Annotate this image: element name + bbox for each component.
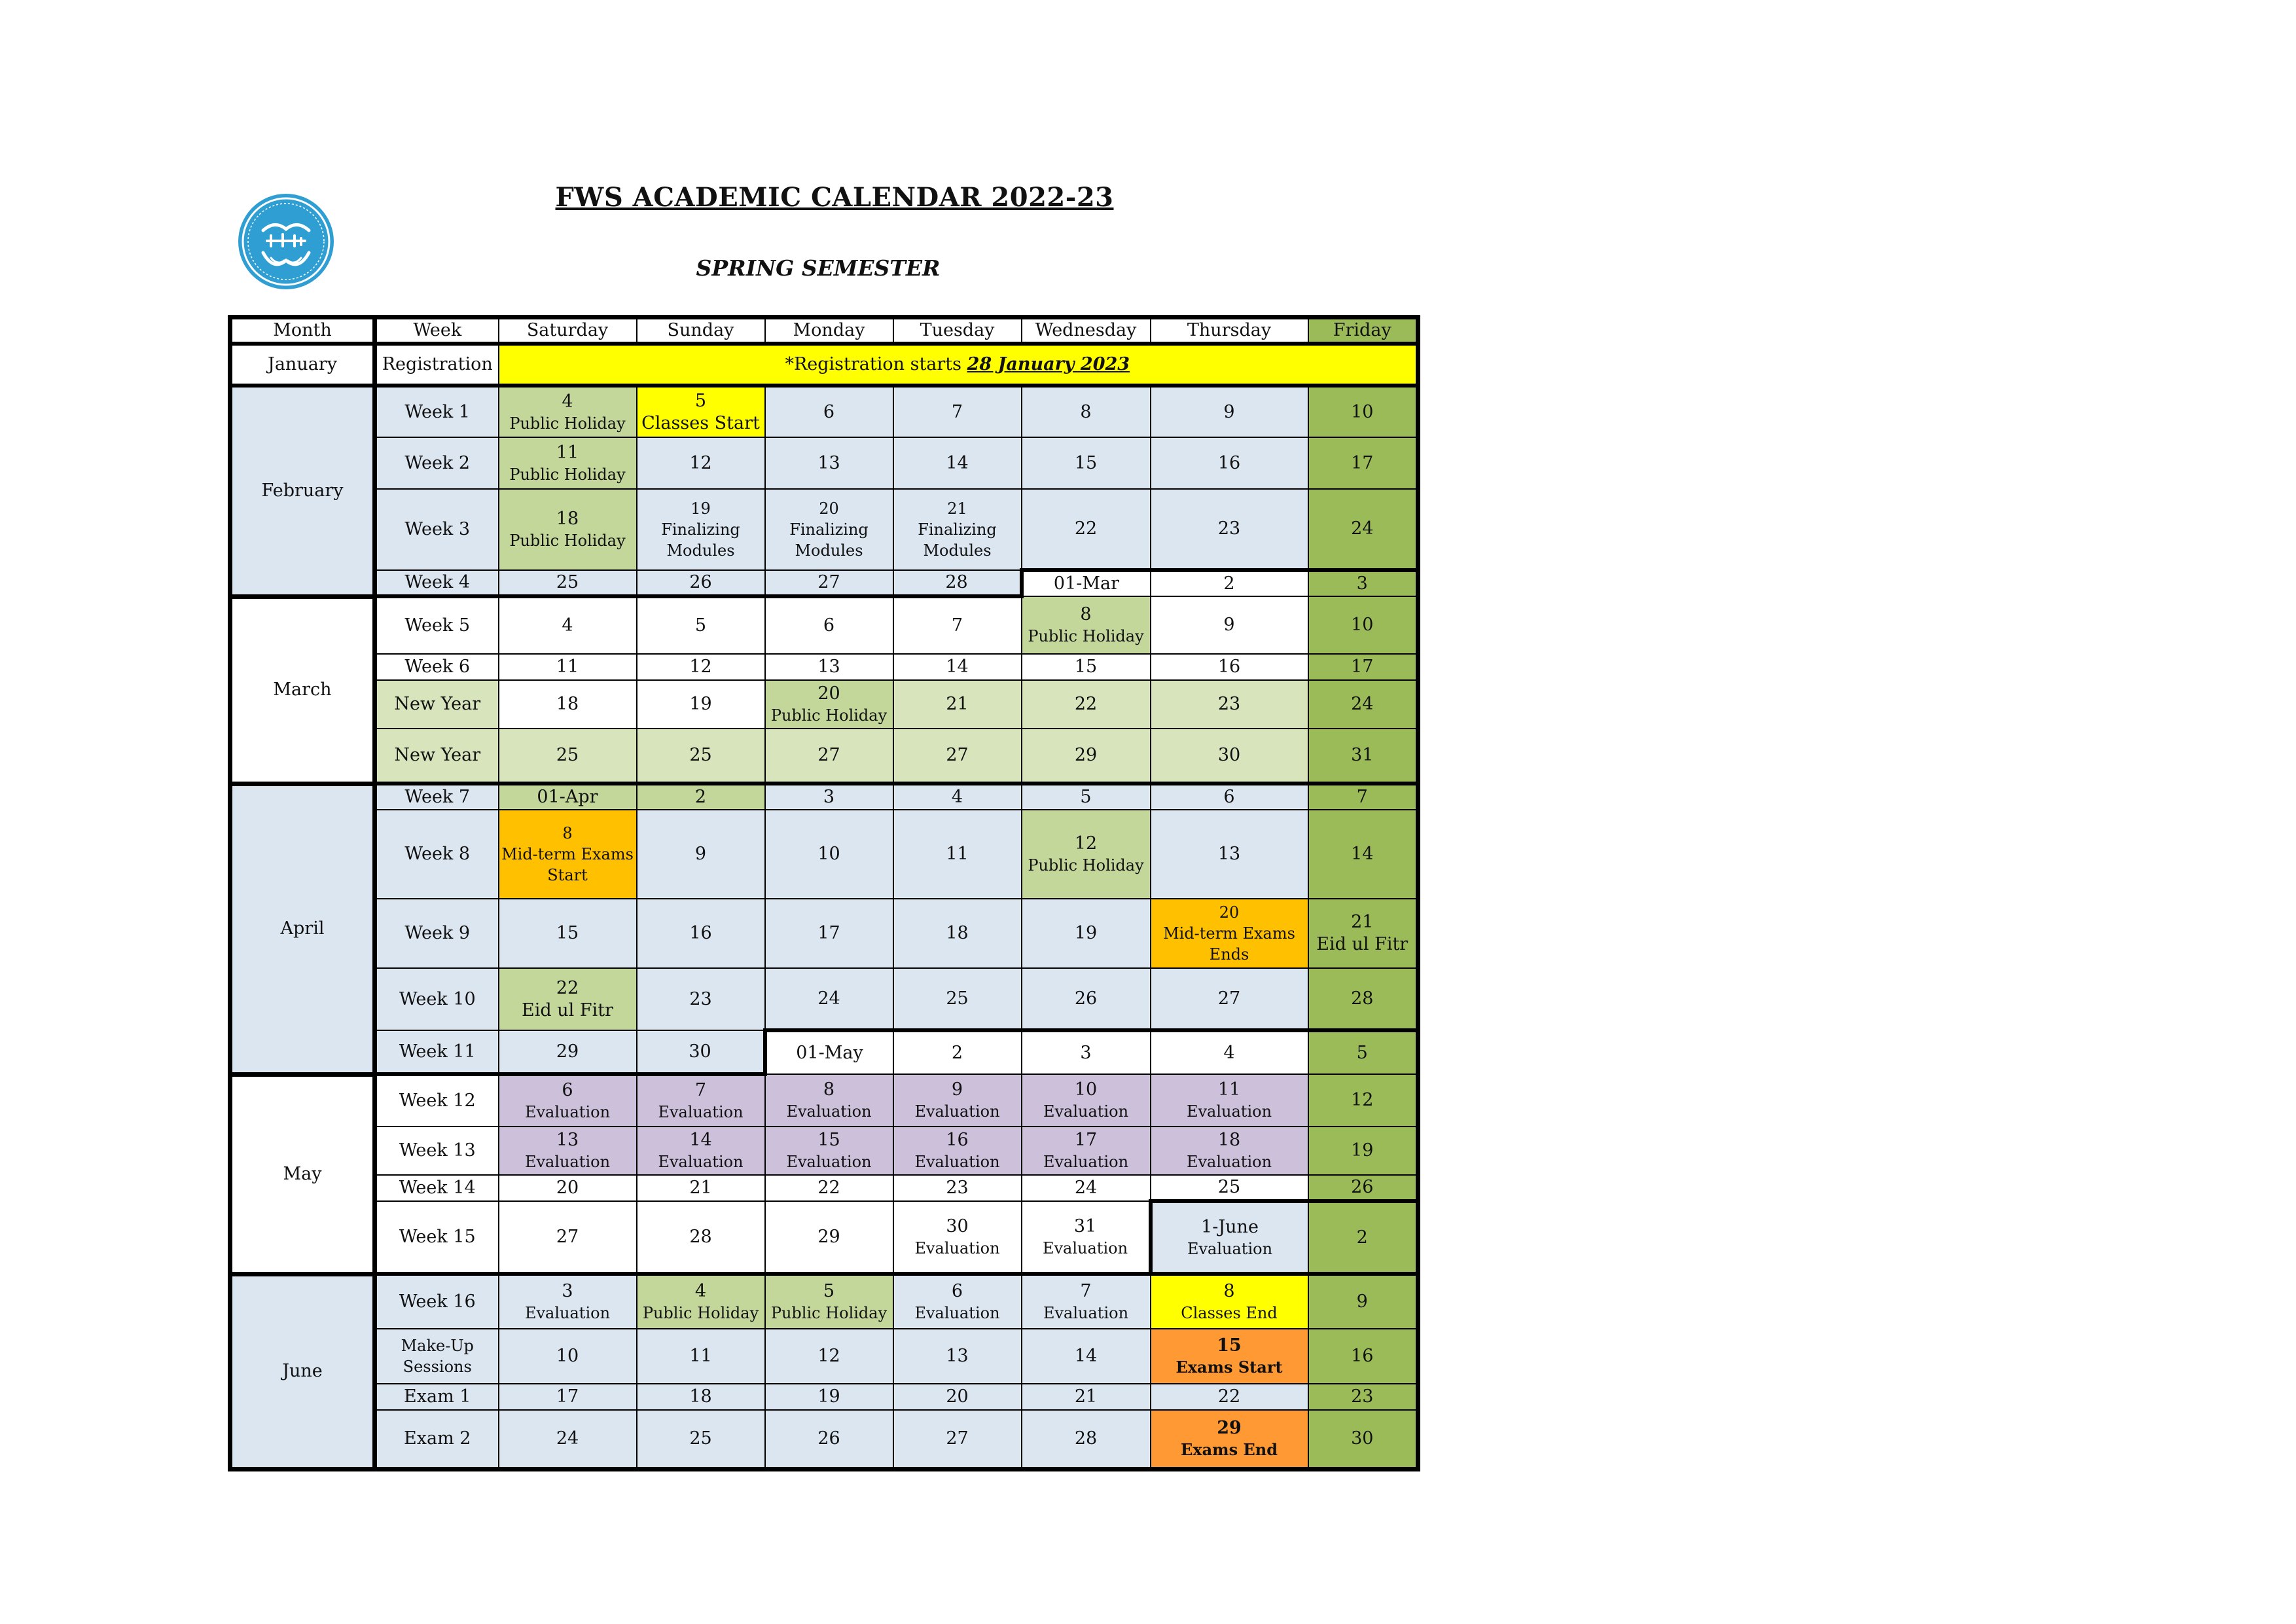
table-row xyxy=(230,1030,1418,1074)
day-cell: 27 xyxy=(893,1410,1022,1469)
table-row xyxy=(230,654,1418,680)
day-cell: 12 xyxy=(637,654,765,680)
registration-date: 28 January 2023 xyxy=(967,354,1130,374)
day-cell: 27 xyxy=(893,729,1022,784)
day-cell: 27 xyxy=(499,1201,637,1274)
day-cell: 7 xyxy=(893,386,1022,437)
day-cell: 20 xyxy=(893,1384,1022,1410)
header-saturday: Saturday xyxy=(499,317,637,344)
table-row xyxy=(230,899,1418,968)
day-cell: 2 xyxy=(1308,1201,1418,1274)
day-cell: 29 xyxy=(499,1030,637,1074)
week-label: Week 11 xyxy=(375,1030,499,1074)
day-cell: 01-Apr xyxy=(499,784,637,810)
day-cell: 29 xyxy=(1022,729,1151,784)
day-cell: 30 xyxy=(1308,1410,1418,1469)
table-row xyxy=(230,1074,1418,1127)
day-cell: 30 xyxy=(1151,729,1308,784)
day-cell: 10 xyxy=(765,810,893,899)
day-cell: 21 Eid ul Fitr xyxy=(1308,899,1418,968)
day-cell: 01-Mar xyxy=(1022,570,1151,596)
day-cell: 13 xyxy=(765,437,893,489)
day-cell: 25 xyxy=(637,1410,765,1469)
day-cell: 16 xyxy=(637,899,765,968)
day-cell: 10 Evaluation xyxy=(1022,1074,1151,1127)
day-cell: 23 xyxy=(1151,680,1308,729)
day-cell: 18 xyxy=(499,680,637,729)
day-cell: 14 xyxy=(893,654,1022,680)
day-cell: 20 Mid-term Exams Ends xyxy=(1151,899,1308,968)
day-cell: 4 xyxy=(1151,1030,1308,1074)
day-cell: 20 Public Holiday xyxy=(765,680,893,729)
day-cell: 12 xyxy=(637,437,765,489)
table-row xyxy=(230,1201,1418,1274)
day-cell: 24 xyxy=(499,1410,637,1469)
day-cell: 8 Public Holiday xyxy=(1022,596,1151,654)
day-cell: 18 xyxy=(893,899,1022,968)
day-cell: 7 xyxy=(1308,784,1418,810)
day-cell: 7 Evaluation xyxy=(1022,1274,1151,1329)
registration-text: *Registration starts xyxy=(785,354,967,374)
day-cell: 5 Classes Start xyxy=(637,386,765,437)
day-cell: 25 xyxy=(1151,1175,1308,1201)
table-row xyxy=(230,437,1418,489)
day-cell: 11 xyxy=(499,654,637,680)
day-cell: 17 xyxy=(1308,654,1418,680)
table-row xyxy=(230,386,1418,437)
day-cell: 15 xyxy=(499,899,637,968)
day-cell: 21 xyxy=(637,1175,765,1201)
day-cell: 31 Evaluation xyxy=(1022,1201,1151,1274)
month-january: January xyxy=(230,344,375,386)
week-label: New Year xyxy=(375,729,499,784)
table-row xyxy=(230,1384,1418,1410)
day-cell: 4 Public Holiday xyxy=(499,386,637,437)
week-label: New Year xyxy=(375,680,499,729)
week-label: Week 1 xyxy=(375,386,499,437)
day-cell: 17 xyxy=(499,1384,637,1410)
day-cell: 24 xyxy=(1308,489,1418,570)
day-cell: 23 xyxy=(1151,489,1308,570)
day-cell: 28 xyxy=(1308,968,1418,1030)
day-cell: 24 xyxy=(765,968,893,1030)
week-label: Make-Up Sessions xyxy=(375,1329,499,1384)
header-tuesday: Tuesday xyxy=(893,317,1022,344)
week-label: Week 5 xyxy=(375,596,499,654)
table-row xyxy=(230,729,1418,784)
day-cell: 5 xyxy=(1022,784,1151,810)
day-cell: 2 xyxy=(1151,570,1308,596)
day-cell: 1-June Evaluation xyxy=(1151,1201,1308,1274)
day-cell: 14 xyxy=(1308,810,1418,899)
day-cell: 10 xyxy=(1308,386,1418,437)
day-cell: 10 xyxy=(1308,596,1418,654)
table-row xyxy=(230,570,1418,596)
day-cell: 7 xyxy=(893,596,1022,654)
day-cell: 19 Finalizing Modules xyxy=(637,489,765,570)
day-cell: 19 xyxy=(1022,899,1151,968)
day-cell: 14 xyxy=(893,437,1022,489)
day-cell: 19 xyxy=(765,1384,893,1410)
day-cell: 16 xyxy=(1308,1329,1418,1384)
day-cell: 15 Exams Start xyxy=(1151,1329,1308,1384)
day-cell: 5 xyxy=(637,596,765,654)
month-february: February xyxy=(230,386,375,596)
table-row xyxy=(230,784,1418,810)
day-cell: 13 Evaluation xyxy=(499,1127,637,1175)
day-cell: 28 xyxy=(1022,1410,1151,1469)
week-label: Exam 2 xyxy=(375,1410,499,1469)
header-week: Week xyxy=(375,317,499,344)
day-cell: 11 Public Holiday xyxy=(499,437,637,489)
day-cell: 20 Finalizing Modules xyxy=(765,489,893,570)
day-cell: 22 xyxy=(1022,680,1151,729)
day-cell: 20 xyxy=(499,1175,637,1201)
day-cell: 13 xyxy=(765,654,893,680)
day-cell: 4 Public Holiday xyxy=(637,1274,765,1329)
table-row xyxy=(230,1329,1418,1384)
week-label: Week 9 xyxy=(375,899,499,968)
table-row xyxy=(230,596,1418,654)
day-cell: 9 Evaluation xyxy=(893,1074,1022,1127)
day-cell: 11 xyxy=(637,1329,765,1384)
day-cell: 19 xyxy=(1308,1127,1418,1175)
university-emblem-icon xyxy=(237,192,335,291)
week-label: Exam 1 xyxy=(375,1384,499,1410)
day-cell: 4 xyxy=(893,784,1022,810)
day-cell: 22 xyxy=(765,1175,893,1201)
academic-calendar-table xyxy=(228,315,1420,1471)
day-cell: 15 Evaluation xyxy=(765,1127,893,1175)
day-cell: 21 xyxy=(1022,1384,1151,1410)
registration-row xyxy=(230,344,1418,386)
day-cell: 17 Evaluation xyxy=(1022,1127,1151,1175)
day-cell: 13 xyxy=(1151,810,1308,899)
day-cell: 6 xyxy=(765,386,893,437)
day-cell: 6 xyxy=(765,596,893,654)
day-cell: 31 xyxy=(1308,729,1418,784)
table-row xyxy=(230,489,1418,570)
table-row xyxy=(230,1274,1418,1329)
day-cell: 2 xyxy=(893,1030,1022,1074)
day-cell: 12 xyxy=(1308,1074,1418,1127)
page-title: FWS ACADEMIC CALENDAR 2022-23 xyxy=(555,182,1114,213)
day-cell: 7 Evaluation xyxy=(637,1074,765,1127)
week-label: Week 7 xyxy=(375,784,499,810)
day-cell: 12 Public Holiday xyxy=(1022,810,1151,899)
header-month: Month xyxy=(230,317,375,344)
day-cell: 6 Evaluation xyxy=(893,1274,1022,1329)
day-cell: 8 xyxy=(1022,386,1151,437)
week-label: Week 14 xyxy=(375,1175,499,1201)
table-row xyxy=(230,810,1418,899)
day-cell: 24 xyxy=(1022,1175,1151,1201)
day-cell: 5 Public Holiday xyxy=(765,1274,893,1329)
day-cell: 22 Eid ul Fitr xyxy=(499,968,637,1030)
day-cell: 01-May xyxy=(765,1030,893,1074)
day-cell: 30 Evaluation xyxy=(893,1201,1022,1274)
day-cell: 11 Evaluation xyxy=(1151,1074,1308,1127)
day-cell: 21 xyxy=(893,680,1022,729)
day-cell: 19 xyxy=(637,680,765,729)
day-cell: 16 xyxy=(1151,654,1308,680)
day-cell: 9 xyxy=(1151,386,1308,437)
day-cell: 15 xyxy=(1022,437,1151,489)
day-cell: 2 xyxy=(637,784,765,810)
day-cell: 29 Exams End xyxy=(1151,1410,1308,1469)
day-cell: 16 Evaluation xyxy=(893,1127,1022,1175)
week-label: Week 13 xyxy=(375,1127,499,1175)
week-label: Week 4 xyxy=(375,570,499,596)
registration-week-label: Registration xyxy=(375,344,499,386)
day-cell: 26 xyxy=(765,1410,893,1469)
table-row xyxy=(230,968,1418,1030)
day-cell: 29 xyxy=(765,1201,893,1274)
table-row xyxy=(230,1410,1418,1469)
day-cell: 17 xyxy=(1308,437,1418,489)
day-cell: 18 Public Holiday xyxy=(499,489,637,570)
day-cell: 27 xyxy=(765,729,893,784)
week-label: Week 3 xyxy=(375,489,499,570)
day-cell: 26 xyxy=(1022,968,1151,1030)
day-cell: 10 xyxy=(499,1329,637,1384)
day-cell: 22 xyxy=(1151,1384,1308,1410)
month-april: April xyxy=(230,784,375,1074)
day-cell: 16 xyxy=(1151,437,1308,489)
day-cell: 8 Evaluation xyxy=(765,1074,893,1127)
day-cell: 28 xyxy=(637,1201,765,1274)
week-label: Week 12 xyxy=(375,1074,499,1127)
registration-notice xyxy=(499,344,1418,386)
day-cell: 8 Classes End xyxy=(1151,1274,1308,1329)
day-cell: 25 xyxy=(499,570,637,596)
day-cell: 3 Evaluation xyxy=(499,1274,637,1329)
day-cell: 23 xyxy=(893,1175,1022,1201)
day-cell: 6 Evaluation xyxy=(499,1074,637,1127)
day-cell: 13 xyxy=(893,1329,1022,1384)
day-cell: 5 xyxy=(1308,1030,1418,1074)
day-cell: 11 xyxy=(893,810,1022,899)
day-cell: 21 Finalizing Modules xyxy=(893,489,1022,570)
day-cell: 27 xyxy=(1151,968,1308,1030)
month-march: March xyxy=(230,596,375,784)
week-label: Week 2 xyxy=(375,437,499,489)
day-cell: 3 xyxy=(765,784,893,810)
day-cell: 17 xyxy=(765,899,893,968)
header-monday: Monday xyxy=(765,317,893,344)
day-cell: 22 xyxy=(1022,489,1151,570)
day-cell: 14 xyxy=(1022,1329,1151,1384)
day-cell: 18 xyxy=(637,1384,765,1410)
week-label: Week 15 xyxy=(375,1201,499,1274)
header-sunday: Sunday xyxy=(637,317,765,344)
month-june: June xyxy=(230,1274,375,1469)
day-cell: 14 Evaluation xyxy=(637,1127,765,1175)
day-cell: 6 xyxy=(1151,784,1308,810)
table-row xyxy=(230,1175,1418,1201)
day-cell: 27 xyxy=(765,570,893,596)
week-label: Week 6 xyxy=(375,654,499,680)
day-cell: 9 xyxy=(1151,596,1308,654)
day-cell: 18 Evaluation xyxy=(1151,1127,1308,1175)
page-subtitle: SPRING SEMESTER xyxy=(696,255,941,281)
week-label: Week 10 xyxy=(375,968,499,1030)
day-cell: 26 xyxy=(637,570,765,596)
day-cell: 25 xyxy=(637,729,765,784)
day-cell: 24 xyxy=(1308,680,1418,729)
week-label: Week 16 xyxy=(375,1274,499,1329)
day-cell: 30 xyxy=(637,1030,765,1074)
day-cell: 3 xyxy=(1022,1030,1151,1074)
day-cell: 15 xyxy=(1022,654,1151,680)
week-label: Week 8 xyxy=(375,810,499,899)
day-cell: 25 xyxy=(893,968,1022,1030)
header-row xyxy=(230,317,1418,344)
table-row xyxy=(230,680,1418,729)
header-friday: Friday xyxy=(1308,317,1418,344)
day-cell: 9 xyxy=(637,810,765,899)
day-cell: 28 xyxy=(893,570,1022,596)
day-cell: 26 xyxy=(1308,1175,1418,1201)
day-cell: 12 xyxy=(765,1329,893,1384)
day-cell: 8 Mid-term Exams Start xyxy=(499,810,637,899)
month-may: May xyxy=(230,1074,375,1274)
table-row xyxy=(230,1127,1418,1175)
day-cell: 25 xyxy=(499,729,637,784)
day-cell: 3 xyxy=(1308,570,1418,596)
day-cell: 9 xyxy=(1308,1274,1418,1329)
day-cell: 4 xyxy=(499,596,637,654)
day-cell: 23 xyxy=(637,968,765,1030)
header-thursday: Thursday xyxy=(1151,317,1308,344)
header-wednesday: Wednesday xyxy=(1022,317,1151,344)
day-cell: 23 xyxy=(1308,1384,1418,1410)
